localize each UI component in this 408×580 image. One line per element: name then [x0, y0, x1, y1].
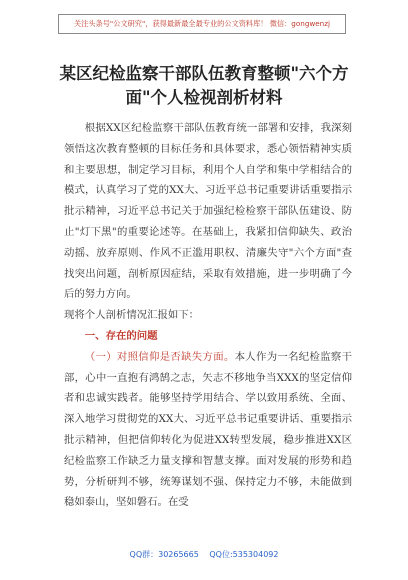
item-lead: （一）对照信仰是否缺失方面。	[84, 350, 235, 363]
intro-paragraph: 根据XX区纪检监察干部队伍教育统一部署和安排，我深刻领悟这次教育整顿的目标任务和具体要求，悉心领悟精神实质和主要思想，制定学习目标，利用个人自学和集中学相结合的模式，认真学习了党的XX大、习近平总书记重要讲话重要指示批示精神，习近平总书记关于加强纪检检察干部队伍建设、防止"灯下黑"的重要论述等。在基础上，我紧扣信仰缺失、政治动摇、放弃原则、作风不正滥用职权、清廉失守"六个方面"查找突出问题，剖析原因症结，采取有效措施，进一步明确了今后的努力方向。	[64, 122, 352, 301]
footer-contact	[0, 549, 408, 560]
document-title	[30, 62, 378, 110]
header-banner: 关注头条号"公文研究"，获得最新最全最专业的公文资料库！ 微信：gongwenzj	[58, 14, 346, 34]
item-paragraph	[64, 347, 352, 513]
item-text: 本人作为一名纪检监察干部，心中一直抱有鸿鹄之志，矢志不移地争当XXX的坚定信仰者和忠诚实践者。能够坚持学用结合、学以致用系统、全面、深入地学习贯彻党的XX大、习近平总书记重要讲话、重要指示批示精神，但把信仰转化为促进XX转型发展，稳步推进XX区纪检监察工作缺乏力量支撑和智慧支撑。面对发展的形势和趋势，分析研判不够，统筹谋划不强、保持定力不够，未能做到稳如泰山，坚如磐石。在受	[64, 350, 353, 509]
footer-qq-group: QQ群：30265665	[129, 550, 199, 559]
document-body	[64, 118, 352, 513]
closing-line: 现将个人剖析情况汇报如下：	[64, 309, 200, 322]
footer-qq: QQ位:535304092	[209, 550, 279, 559]
title-line-2: 面"个人检视剖析材料	[125, 88, 283, 107]
section-heading: 一、存在的问题	[84, 329, 158, 342]
title-line-1: 某区纪检监察干部队伍教育整顿"六个方	[59, 64, 349, 83]
